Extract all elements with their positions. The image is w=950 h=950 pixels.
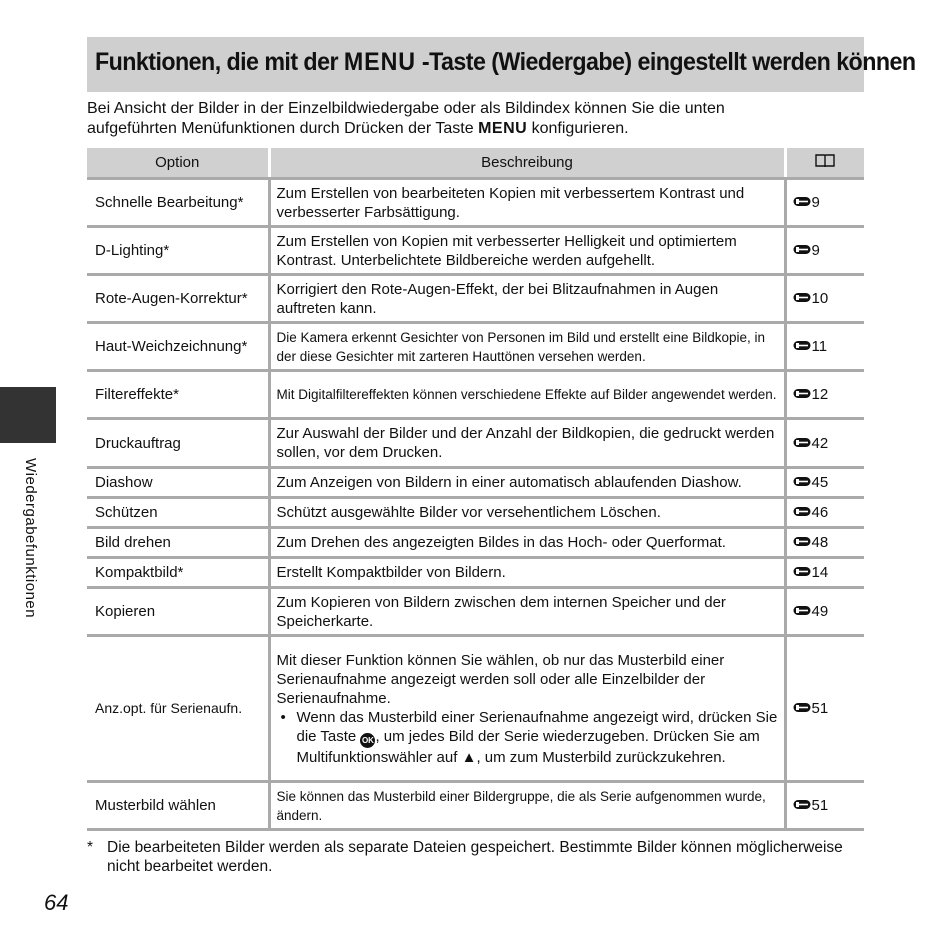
- reference-cell: [785, 498, 864, 528]
- options-table: [87, 148, 864, 831]
- option-cell: Bild drehen: [87, 528, 269, 558]
- reference-section-icon: [793, 566, 811, 577]
- reference-cell: [785, 528, 864, 558]
- reference-cell: [785, 323, 864, 371]
- reference-page: 11: [811, 338, 828, 355]
- reference-section-icon: [793, 536, 811, 547]
- footnote-star: *: [87, 839, 94, 856]
- intro-text: [87, 99, 877, 139]
- menu-key-label: MENU: [343, 48, 417, 76]
- option-cell: Filtereffekte*: [87, 371, 269, 419]
- table-row: [87, 275, 864, 323]
- intro-line1: Bei Ansicht der Bilder in der Einzelbildwiedergabe oder als Bildindex können Sie die unten: [87, 100, 725, 117]
- description-cell: Sie können das Musterbild einer Bildergruppe, die als Serie aufgenommen wurde, ändern.: [269, 782, 785, 830]
- table-row: [87, 468, 864, 498]
- reference-cell: [785, 588, 864, 636]
- reference-page: 46: [811, 504, 829, 521]
- book-icon: [815, 153, 835, 173]
- option-cell: Anz.opt. für Serienaufn.: [87, 636, 269, 782]
- option-cell: Rote-Augen-Korrektur*: [87, 275, 269, 323]
- description-cell: Die Kamera erkennt Gesichter von Personen im Bild und erstellt eine Bildkopie, in der diese Gesichter mit zarteren Hauttönen versehen werden.: [269, 323, 785, 371]
- reference-section-icon: [793, 437, 811, 448]
- ok-button-icon: OK: [360, 733, 375, 748]
- reference-page: 14: [811, 564, 829, 581]
- reference-page: 45: [811, 474, 829, 491]
- reference-page: 9: [811, 242, 820, 259]
- table-row: [87, 371, 864, 419]
- table-row: [87, 528, 864, 558]
- description-cell: Schützt ausgewählte Bilder vor versehentlichem Löschen.: [269, 498, 785, 528]
- footnote-text: Die bearbeiteten Bilder werden als separate Dateien gespeichert. Bestimmte Bilder können möglicherweise nicht bearbeitet werden.: [107, 839, 843, 875]
- chapter-tab: [0, 387, 56, 443]
- reference-cell: [785, 468, 864, 498]
- reference-section-icon: [793, 196, 811, 207]
- header-reference: [785, 148, 864, 179]
- up-arrow-icon: ▲: [461, 748, 477, 766]
- table-row: [87, 782, 864, 830]
- table-row: [87, 227, 864, 275]
- serien-bullet-c: , um zum Musterbild zurückzukehren.: [476, 748, 726, 766]
- serien-bullet-b: , um jedes Bild der Serie wiederzugeben. Drücken Sie am Multifunktionswähler auf: [296, 727, 760, 766]
- reference-page: 51: [811, 797, 829, 814]
- option-cell: Haut-Weichzeichnung*: [87, 323, 269, 371]
- reference-section-icon: [793, 702, 811, 713]
- option-cell: Schützen: [87, 498, 269, 528]
- intro-line2b: konfigurieren.: [527, 120, 629, 137]
- reference-section-icon: [793, 244, 811, 255]
- reference-section-icon: [793, 799, 811, 810]
- reference-section-icon: [793, 476, 811, 487]
- chapter-label: Wiedergabefunktionen: [22, 458, 39, 619]
- reference-cell: [785, 558, 864, 588]
- reference-cell: [785, 227, 864, 275]
- reference-section-icon: [793, 506, 811, 517]
- description-cell: Zum Drehen des angezeigten Bildes in das Hoch- oder Querformat.: [269, 528, 785, 558]
- intro-menu-key: MENU: [478, 120, 528, 137]
- description-cell: Zum Erstellen von bearbeiteten Kopien mit verbessertem Kontrast und verbesserter Farbsättigung.: [269, 179, 785, 227]
- footnote: [87, 838, 877, 876]
- reference-page: 51: [811, 700, 829, 717]
- serien-bullet: [297, 708, 778, 767]
- table-header-row: [87, 148, 864, 179]
- reference-page: 49: [811, 603, 829, 620]
- option-cell: Musterbild wählen: [87, 782, 269, 830]
- description-cell: Korrigiert den Rote-Augen-Effekt, der bei Blitzaufnahmen in Augen auftreten kann.: [269, 275, 785, 323]
- intro-line2a: aufgeführten Menüfunktionen durch Drücken der Taste: [87, 120, 479, 137]
- table-row: [87, 636, 864, 782]
- description-cell: Zum Kopieren von Bildern zwischen dem internen Speicher und der Speicherkarte.: [269, 588, 785, 636]
- reference-cell: [785, 782, 864, 830]
- reference-page: 42: [811, 434, 829, 452]
- option-cell: Druckauftrag: [87, 419, 269, 468]
- option-cell: Diashow: [87, 468, 269, 498]
- description-cell: Erstellt Kompaktbilder von Bildern.: [269, 558, 785, 588]
- header-option: Option: [87, 148, 269, 179]
- reference-cell: [785, 275, 864, 323]
- option-cell: Schnelle Bearbeitung*: [87, 179, 269, 227]
- reference-page: 12: [811, 386, 829, 403]
- title-part2: -Taste (Wiedergabe) eingestellt werden können: [416, 48, 916, 76]
- page-number: 64: [44, 890, 69, 915]
- option-cell: D-Lighting*: [87, 227, 269, 275]
- table-row: [87, 558, 864, 588]
- reference-cell: [785, 179, 864, 227]
- reference-page: 9: [811, 194, 820, 211]
- description-cell: [269, 636, 785, 782]
- table-row: [87, 498, 864, 528]
- table-row: [87, 179, 864, 227]
- reference-section-icon: [793, 388, 811, 399]
- option-cell: Kopieren: [87, 588, 269, 636]
- reference-section-icon: [793, 605, 811, 616]
- reference-section-icon: [793, 340, 811, 351]
- title-bar: [87, 37, 916, 92]
- reference-page: 48: [811, 534, 829, 551]
- description-cell: Zum Anzeigen von Bildern in einer automatisch ablaufenden Diashow.: [269, 468, 785, 498]
- header-description: Beschreibung: [269, 148, 785, 179]
- option-cell: Kompaktbild*: [87, 558, 269, 588]
- description-cell: Mit Digitalfiltereffekten können verschiedene Effekte auf Bilder angewendet werden.: [269, 371, 785, 419]
- description-cell: Zur Auswahl der Bilder und der Anzahl der Bildkopien, die gedruckt werden sollen, vor dem Drucken.: [269, 419, 785, 468]
- serien-bullets: [277, 708, 778, 767]
- page-title: [95, 48, 916, 77]
- title-part1: Funktionen, die mit der: [95, 48, 344, 76]
- reference-page: 10: [811, 290, 829, 307]
- serien-bullet-a: Wenn das Musterbild einer Serienaufnahme angezeigt wird, drücken Sie die Taste: [296, 708, 778, 745]
- serien-description: Mit dieser Funktion können Sie wählen, ob nur das Musterbild einer Serienaufnahme angezeigt werden soll oder alle Einzelbilder der Serienaufnahme.: [276, 651, 725, 707]
- table-row: [87, 588, 864, 636]
- description-cell: Zum Erstellen von Kopien mit verbesserter Helligkeit und optimiertem Kontrast. Unterbelichtete Bildbereiche werden aufgehellt.: [269, 227, 785, 275]
- reference-section-icon: [793, 292, 811, 303]
- reference-cell: [785, 419, 864, 468]
- reference-cell: [785, 636, 864, 782]
- table-row: [87, 323, 864, 371]
- reference-cell: [785, 371, 864, 419]
- table-row: [87, 419, 864, 468]
